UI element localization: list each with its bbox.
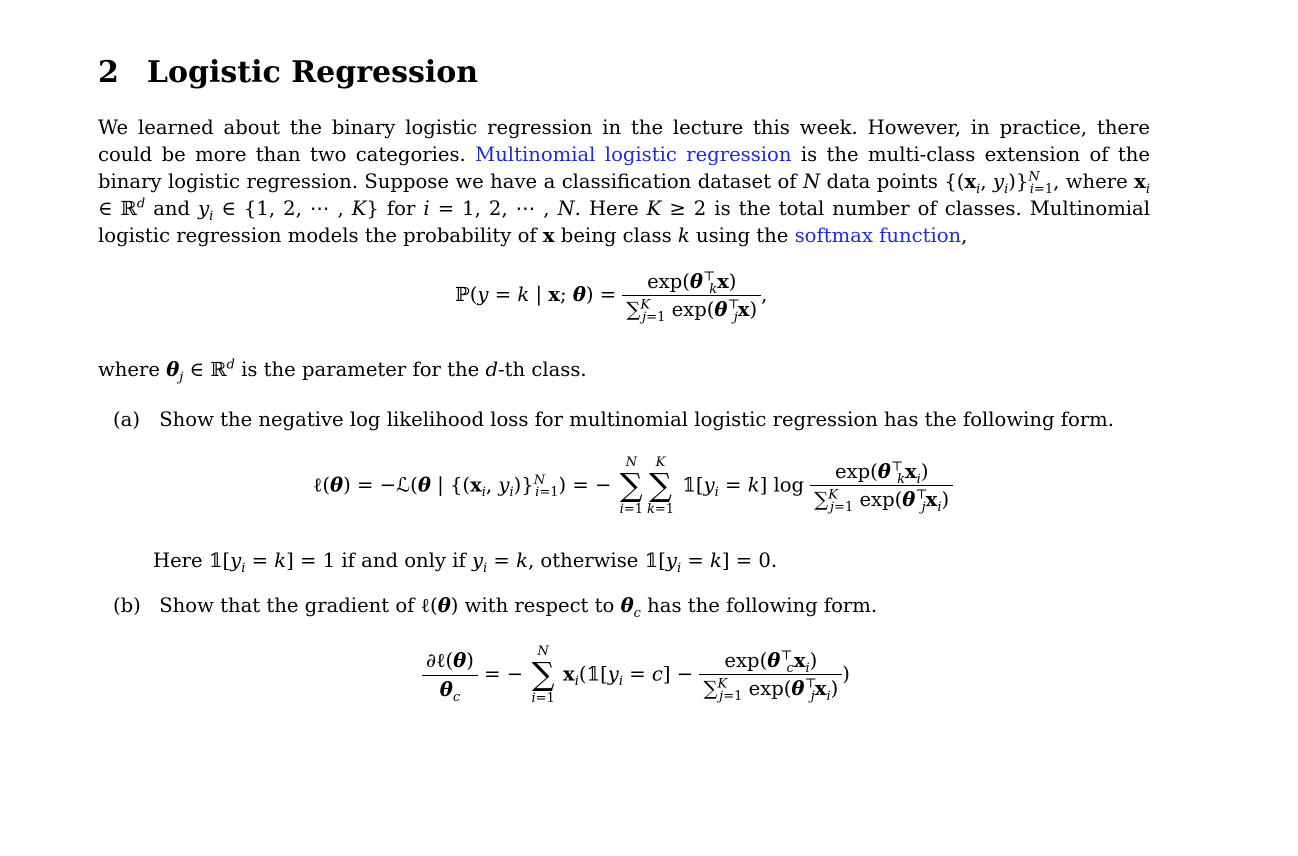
math-indicator-eq-1: $𝟙[y_i = k] = 1$: [208, 549, 336, 576]
intro-text: being class: [560, 224, 672, 247]
part-b-text: has the following form.: [647, 594, 878, 617]
sum-over-k: K ∑ k=1: [647, 455, 675, 517]
math-indicator-eq-0: $𝟙[y_i = k] = 0$.: [644, 549, 778, 576]
math-theta-c: $\theta_c$: [620, 594, 641, 621]
nll-fraction: $\frac{\exp(\theta^⊤_kx_i)}{\sum^K_{j=1} \exp(\theta^⊤_jx_i)}$: [810, 460, 953, 511]
indicator-definition: [153, 549, 778, 576]
part-b-text: Show that the gradient of: [159, 594, 415, 617]
gradient-equation: $\frac{\text{∂ℓ(θ)}}{\theta_c}$ = − N ∑ i=1 $x_i(𝟙[y_i = c]$ − $\frac{\exp(\theta^⊤_cx_i)}{\sum^K_{j=1} \exp(\theta^⊤_jx_i)}$ ): [422, 645, 850, 705]
section-title: Logistic Regression: [146, 55, 479, 90]
softmax-fraction: $\frac{\exp(\theta^⊤_kx)}{\sum^K_{j=1} \exp(\theta^⊤_jx)}$: [622, 270, 761, 321]
math-x: x: [542, 224, 555, 247]
math-loss: ℓ(θ): [420, 594, 459, 617]
math-k: k: [677, 224, 690, 247]
indicator-text: if and only if: [341, 549, 466, 572]
section-heading: [98, 55, 478, 90]
intro-text: , where: [1053, 170, 1128, 193]
math-x-in-Rd: $x_i$ ∈ ℝ$^d$: [98, 170, 1150, 220]
where-text: is the parameter for the: [241, 358, 480, 381]
indicator-text: , otherwise: [527, 549, 639, 572]
intro-text: and: [153, 197, 191, 220]
math-N: N: [802, 170, 821, 193]
math-d: d: [485, 358, 499, 381]
intro-text: using the: [695, 224, 789, 247]
sum-over-i: N ∑ i=1: [619, 455, 643, 517]
multinomial-logistic-regression-link[interactable]: Multinomial logistic regression: [475, 143, 792, 166]
intro-text: ,: [961, 224, 968, 247]
softmax-equation: ℙ(y = k | x; θ) = $\frac{\exp(\theta^⊤_kx)}{\sum^K_{j=1} \exp(\theta^⊤_jx)}$ ,: [455, 269, 768, 325]
math-i-range: i = 1, 2, ⋯ , N: [423, 197, 575, 220]
gradient-lhs-fraction: $\frac{\text{∂ℓ(θ)}}{\theta_c}$: [422, 649, 478, 701]
intro-text: data points: [826, 170, 938, 193]
math-dataset: {($x_i$, $y_i)\}^N_{i=1}$: [944, 169, 1054, 197]
softmax-function-link[interactable]: softmax function: [794, 224, 962, 247]
part-a-statement: [113, 408, 1114, 431]
indicator-text: Here: [153, 549, 203, 572]
intro-text: . Here: [574, 197, 639, 220]
intro-text: We learned about the binary logistic regression in the lecture this week. However, in practice, there could be more than two categories.: [98, 116, 1150, 166]
where-text: -th class.: [498, 358, 587, 381]
intro-paragraph: [98, 114, 1150, 249]
gradient-rhs-fraction: $\frac{\exp(\theta^⊤_cx_i)}{\sum^K_{j=1} \exp(\theta^⊤_jx_i)}$: [699, 649, 842, 700]
math-K-ge-2: K ≥ 2: [646, 197, 707, 220]
section-number: 2: [98, 55, 119, 90]
part-b-label: (b): [113, 594, 141, 617]
part-a-label: (a): [113, 408, 140, 431]
math-yi-eq-k: $y_i = k$: [471, 549, 528, 576]
part-b-text: with respect to: [464, 594, 615, 617]
math-y-in-set: $y_i$ ∈ {1, 2, ⋯ , K}: [198, 197, 379, 224]
intro-text: is the multi-class extension of the binary logistic regression. Suppose we have a classification dataset of: [98, 143, 1150, 193]
math-theta-j-in-Rd: $\theta_j$ ∈ ℝ$^d$: [166, 357, 235, 385]
nll-loss-equation: ℓ(θ) = −ℒ(θ | {($x_i$, $y_i)\}^N_{i=1}$) = − N ∑ i=1 K ∑ k=1 $𝟙[y_i = k]$ log $\frac{\exp(\theta^⊤_kx_i)}{\sum^K_{j=1} \exp(\theta^⊤_jx_i)}$: [313, 456, 953, 516]
parameter-description: [98, 357, 587, 385]
part-b-statement: [113, 594, 878, 621]
part-a-text: Show the negative log likelihood loss for multinomial logistic regression has the following form.: [159, 408, 1114, 431]
sum-over-i-gradient: N ∑ i=1: [531, 644, 555, 706]
where-text: where: [98, 358, 160, 381]
intro-text: for: [386, 197, 416, 220]
intro-text: is the total number of classes. Multinomial logistic regression models the probability of: [98, 197, 1151, 247]
